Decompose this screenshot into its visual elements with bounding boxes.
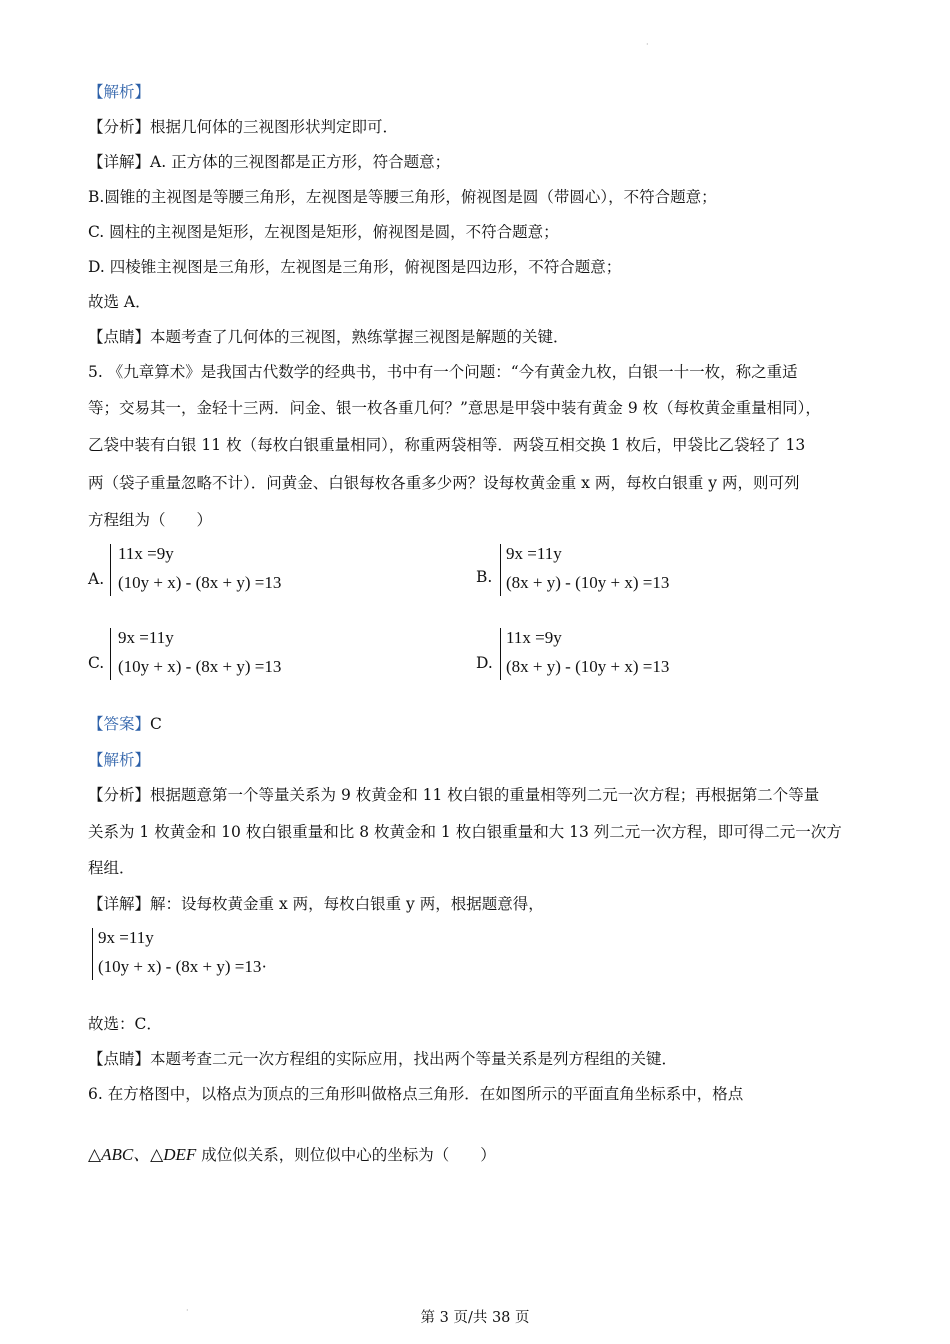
option-b-eq2: (8x + y) - (10y + x) =13 xyxy=(506,573,670,592)
fenxi-tag-2: 【分析】 xyxy=(88,786,151,804)
dianjing-line-2 xyxy=(88,1049,677,1069)
dianjing-line xyxy=(88,327,569,347)
dianjing-tag-2: 【点睛】 xyxy=(88,1050,151,1068)
dianjing-tag: 【点睛】 xyxy=(88,328,151,346)
q5-line4: 两（袋子重量忽略不计）．问黄金、白银每枚各重多少两？设每枚黄金重 x 两，每枚白银重 y 两，则可列 xyxy=(88,474,800,492)
fenxi-line xyxy=(88,117,398,137)
option-a[interactable] xyxy=(88,542,448,602)
q6-triangles: △ABC、△DEF xyxy=(88,1145,197,1164)
option-c-label: C. xyxy=(88,654,105,672)
xiangjie-line-2 xyxy=(88,894,544,914)
option-a-eq1: 11x =9y xyxy=(118,544,174,563)
option-d[interactable] xyxy=(476,626,836,686)
q5-line3: 乙袋中装有白银 11 枚（每枚白银重量相同），称重两袋相等．两袋互相交换 1 枚后，甲袋比乙袋轻了 13 xyxy=(88,436,806,454)
q5-line1: 5. 《九章算术》是我国古代数学的经典书，书中有一个问题：“今有黄金九枚，白银一十一枚，称之重适 xyxy=(88,363,798,381)
xiangjie-tag: 【详解】 xyxy=(88,153,151,171)
answer-line xyxy=(88,714,162,734)
solution-system xyxy=(88,926,488,986)
q6-line2 xyxy=(88,1145,496,1165)
option-c-eq2: (10y + x) - (8x + y) =13 xyxy=(118,657,282,676)
line-c: C. 圆柱的主视图是矩形，左视图是矩形，俯视图是圆，不符合题意； xyxy=(88,223,559,241)
xiangjie-text-2: 解：设每枚黄金重 x 两，每枚白银重 y 两，根据题意得， xyxy=(150,895,544,913)
option-b-eq1: 9x =11y xyxy=(506,544,562,563)
line-b: B.圆锥的主视图是等腰三角形，左视图是等腰三角形，俯视图是圆（带圆心），不符合题意； xyxy=(88,188,717,206)
option-c[interactable] xyxy=(88,626,448,686)
xiangjie-text: A. 正方体的三视图都是正方形，符合题意； xyxy=(150,153,451,171)
xiangjie-tag-2: 【详解】 xyxy=(88,895,151,913)
page-footer: 第 3 页/共 38 页 xyxy=(420,1310,530,1326)
option-d-eq1: 11x =9y xyxy=(506,628,562,647)
option-a-label: A. xyxy=(88,570,105,588)
jiexi-tag-2: 【解析】 xyxy=(88,751,151,769)
answer-value: C xyxy=(150,715,162,733)
choose-a: 故选 A． xyxy=(88,293,151,311)
option-d-eq2: (8x + y) - (10y + x) =13 xyxy=(506,657,670,676)
fenxi-line-4: 程组． xyxy=(88,859,135,877)
option-b-label: B. xyxy=(476,568,493,586)
fenxi-line-3: 关系为 1 枚黄金和 10 枚白银重量和比 8 枚黄金和 1 枚白银重量和大 13 列二元一次方程，即可得二元一次方 xyxy=(88,823,842,841)
option-d-label: D. xyxy=(476,654,493,672)
solution-eq2: (10y + x) - (8x + y) =13· xyxy=(98,957,267,976)
brace-icon xyxy=(110,628,117,680)
dianjing-text-2: 本题考查二元一次方程组的实际应用，找出两个等量关系是列方程组的关键． xyxy=(150,1050,678,1068)
q5-line5: 方程组为（ ） xyxy=(88,511,213,529)
option-a-eq2: (10y + x) - (8x + y) =13 xyxy=(118,573,282,592)
jiexi-tag: 【解析】 xyxy=(88,83,151,101)
brace-icon xyxy=(110,544,117,596)
xiangjie-line xyxy=(88,152,450,172)
answer-tag: 【答案】 xyxy=(88,715,151,733)
footer-mark: · xyxy=(186,1306,189,1315)
option-b[interactable] xyxy=(476,542,836,602)
fenxi-text: 根据几何体的三视图形状判定即可． xyxy=(150,118,399,136)
fenxi-tag: 【分析】 xyxy=(88,118,151,136)
line-d: D. 四棱锥主视图是三角形，左视图是三角形，俯视图是四边形，不符合题意； xyxy=(88,258,622,276)
fenxi-line-2 xyxy=(88,785,819,805)
fenxi-text-2: 根据题意第一个等量关系为 9 枚黄金和 11 枚白银的重量相等列二元一次方程；再根据第二个等量 xyxy=(150,786,820,804)
dianjing-text: 本题考查了几何体的三视图，熟练掌握三视图是解题的关键． xyxy=(150,328,569,346)
option-c-eq1: 9x =11y xyxy=(118,628,174,647)
choose-c: 故选：C． xyxy=(88,1015,162,1033)
q6-line1: 6. 在方格图中，以格点为顶点的三角形叫做格点三角形．在如图所示的平面直角坐标系中，格点 xyxy=(88,1085,744,1103)
solution-eq1: 9x =11y xyxy=(98,928,154,947)
q5-line2: 等；交易其一，金轻十三两．问金、银一枚各重几何？”意思是甲袋中装有黄金 9 枚（每枚黄金重量相同）， xyxy=(88,399,821,417)
q6-line2-text: 成位似关系，则位似中心的坐标为（ ） xyxy=(196,1146,496,1164)
header-mark: · xyxy=(646,40,649,49)
